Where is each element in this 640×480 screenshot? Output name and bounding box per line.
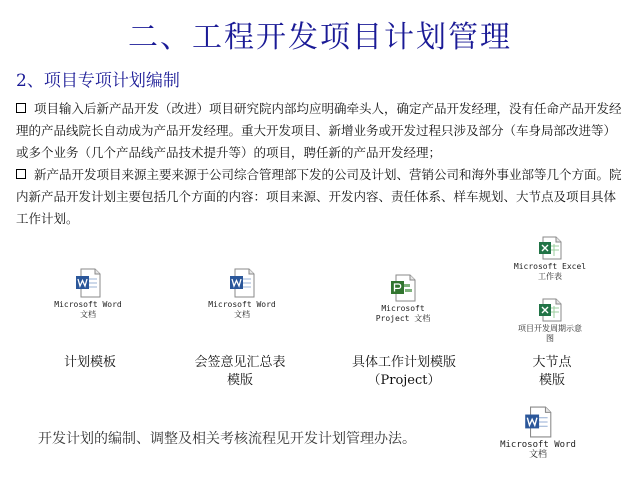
caption-line2: 模版 [538, 373, 565, 388]
paragraph-2-text: 新产品开发项目来源主要来源于公司综合管理部下发的公司及计划、营销公司和海外事业部等几个方面。院内新产品开发计划主要包括几个方面的内容：项目来源、开发内容、责任体系、样车规划、大节点及项目具体工作计划。 [16, 167, 622, 226]
file-label-line1: Microsoft Excel [513, 262, 587, 271]
paragraph-1-text: 项目输入后新产品开发（改进）项目研究院内部均应明确牵头人，确定产品开发经理，没有任命产品开发经理的产品线院长自动成为产品开发经理。重大开发项目、新增业务或开发过程只涉及部分（车身局部改进等）或多个业务（几个产品线产品技术提升等）的项目，聘任新的产品开发经理； [16, 101, 622, 160]
body-text [16, 98, 622, 230]
file-label-line1: Microsoft Word [500, 440, 576, 450]
caption-line1: 会签意见汇总表 [194, 355, 286, 370]
embedded-word-file-management-method[interactable] [490, 406, 586, 460]
embedded-excel-file-cycle-diagram[interactable] [506, 298, 594, 344]
caption-line2: （Project） [367, 373, 441, 388]
caption-project-template [338, 354, 470, 390]
caption-plan-template [40, 354, 140, 372]
caption-line1: 大节点 [532, 355, 572, 370]
checkbox-bullet-icon [16, 103, 26, 113]
file-label-line1: Microsoft Word [208, 300, 276, 309]
excel-worksheet-icon [538, 298, 562, 322]
file-label-line1: Microsoft Word [54, 300, 122, 309]
file-label-line2: 文档 [528, 450, 547, 460]
caption-line1: 计划模板 [63, 355, 116, 370]
caption-milestone-template [510, 354, 594, 390]
word-document-icon [524, 406, 552, 438]
caption-signoff-template [178, 354, 302, 390]
embedded-project-file[interactable] [362, 274, 444, 324]
file-label-line1: 项目开发周期示意 [518, 324, 582, 333]
file-label-line2: 文档 [80, 310, 96, 319]
embedded-excel-file-worksheet[interactable] [506, 236, 594, 282]
page-title: 二、工程开发项目计划管理 [128, 20, 512, 55]
file-label-line2: 文档 [234, 310, 250, 319]
word-document-icon [229, 268, 255, 298]
file-label-line2: 工作表 [538, 272, 562, 281]
footer-note: 开发计划的编制、调整及相关考核流程见开发计划管理办法。 [38, 431, 416, 447]
embedded-word-file-signoff[interactable] [196, 268, 288, 320]
file-label-line1: Microsoft [381, 304, 425, 313]
checkbox-bullet-icon [16, 169, 26, 179]
excel-worksheet-icon [538, 236, 562, 260]
paragraph-1 [16, 98, 622, 164]
paragraph-2 [16, 164, 622, 230]
caption-line1: 具体工作计划模版 [351, 355, 456, 370]
word-document-icon [75, 268, 101, 298]
file-label-line2: Project 文档 [375, 314, 431, 323]
project-document-icon [390, 274, 416, 302]
caption-line2: 模版 [226, 373, 253, 388]
section-subtitle: 2、项目专项计划编制 [16, 71, 180, 91]
file-label-line2: 图 [546, 334, 554, 343]
embedded-word-file-plan-template[interactable] [42, 268, 134, 320]
